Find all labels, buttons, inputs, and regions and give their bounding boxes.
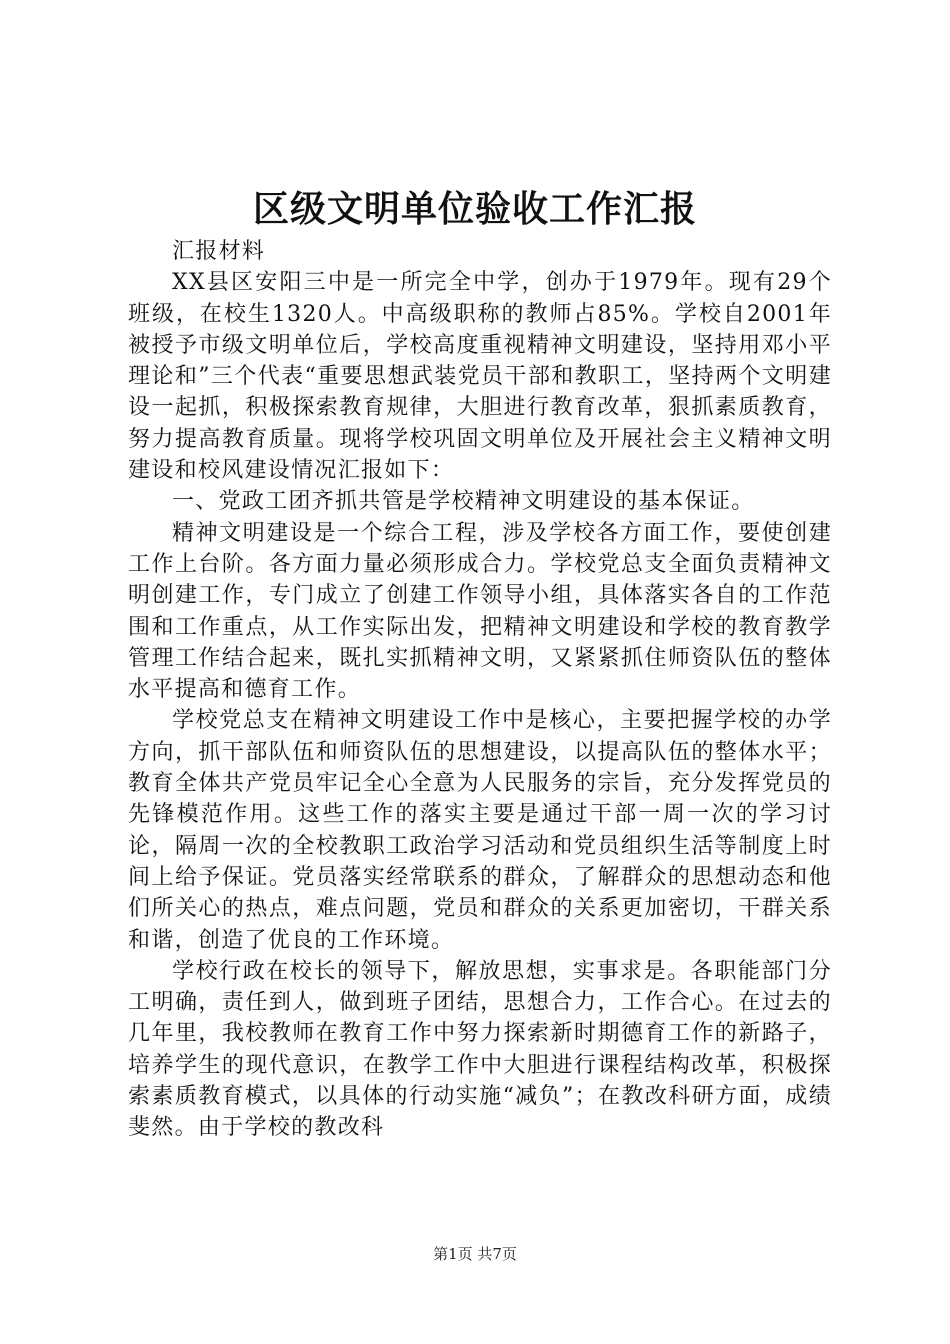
document-body	[128, 236, 832, 1144]
document-title: 区级文明单位验收工作汇报	[252, 188, 697, 230]
paragraph: 学校党总支在精神文明建设工作中是核心，主要把握学校的办学方向，抓干部队伍和师资队伍的思想建设，以提高队伍的整体水平；教育全体共产党员牢记全心全意为人民服务的宗旨，充分发挥党员的先锋模范作用。这些工作的落实主要是通过干部一周一次的学习讨论，隔周一次的全校教职工政治学习活动和党员组织生活等制度上时间上给予保证。党员落实经常联系的群众，了解群众的思想动态和他们所关心的热点，难点问题，党员和群众的关系更加密切，干群关系和谐，创造了优良的工作环境。	[128, 708, 832, 953]
page-number-footer: 第1页 共7页	[433, 1245, 517, 1263]
paragraph: 精神文明建设是一个综合工程，涉及学校各方面工作，要使创建工作上台阶。各方面力量必须形成合力。学校党总支全面负责精神文明创建工作，专门成立了创建工作领导小组，具体落实各自的工作范围和工作重点，从工作实际出发，把精神文明建设和学校的教育教学管理工作结合起来，既扎实抓精神文明，又紧紧抓住师资队伍的整体水平提高和德育工作。	[128, 520, 832, 703]
paragraph: 学校行政在校长的领导下，解放思想，实事求是。各职能部门分工明确，责任到人，做到班子团结，思想合力，工作合心。在过去的几年里，我校教师在教育工作中努力探索新时期德育工作的新路子，培养学生的现代意识，在教学工作中大胆进行课程结构改革，积极探索素质教育模式，以具体的行动实施“减负”；在教改科研方面，成绩斐然。由于学校的教改科	[128, 958, 832, 1141]
paragraph-intro: XX县区安阳三中是一所完全中学，创办于1979年。现有29个班级，在校生1320人。中高级职称的教师占85%。学校自2001年被授予市级文明单位后，学校高度重视精神文明建设，坚持用邓小平理论和”三个代表“重要思想武装党员干部和教职工，坚持两个文明建设一起抓，积极探索教育规律，大胆进行教育改革，狠抓素质教育，努力提高教育质量。现将学校巩固文明单位及开展社会主义精神文明建设和校风建设情况汇报如下：	[128, 270, 832, 484]
paragraph-heading-label: 汇报材料	[172, 239, 266, 264]
section-heading: 一、党政工团齐抓共管是学校精神文明建设的基本保证。	[172, 489, 755, 515]
